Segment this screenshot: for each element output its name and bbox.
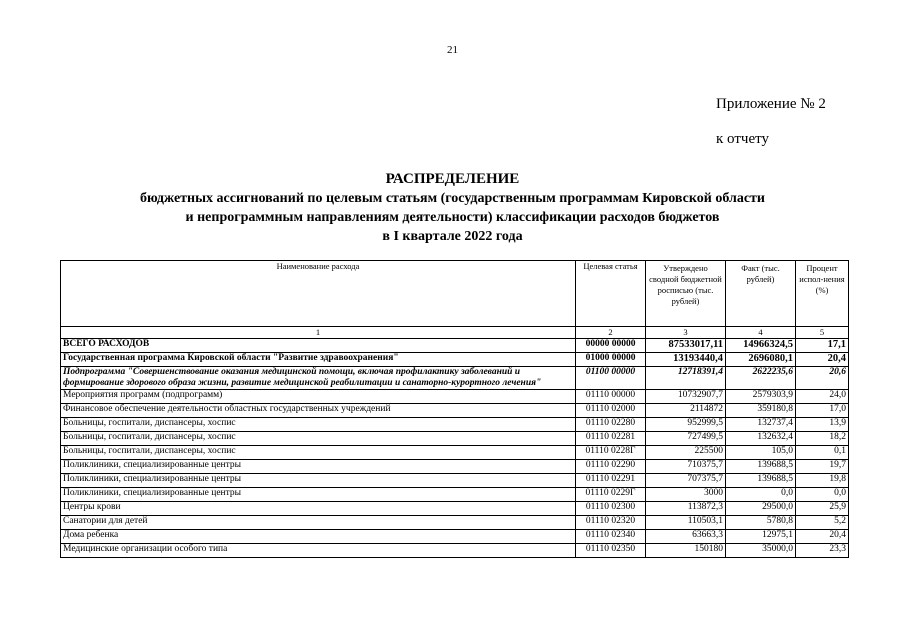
row-approved: 225500	[646, 446, 726, 460]
row-code: 00000 00000	[576, 339, 646, 353]
budget-table	[60, 260, 849, 558]
header-name: Наименование расхода	[61, 261, 576, 327]
row-actual: 139688,5	[726, 460, 796, 474]
row-name: Государственная программа Кировской области "Развитие здравоохранения"	[61, 353, 576, 367]
row-code: 01110 02280	[576, 418, 646, 432]
row-actual: 5780,8	[726, 516, 796, 530]
table-row	[61, 530, 849, 544]
row-code: 01110 02281	[576, 432, 646, 446]
row-name: Медицинские организации особого типа	[61, 544, 576, 558]
row-approved: 710375,7	[646, 460, 726, 474]
row-approved: 150180	[646, 544, 726, 558]
row-name: Санатории для детей	[61, 516, 576, 530]
row-name: Поликлиники, специализированные центры	[61, 474, 576, 488]
row-percent: 20,6	[796, 367, 849, 390]
row-percent: 25,9	[796, 502, 849, 516]
column-number: 3	[646, 327, 726, 339]
row-code: 01110 02290	[576, 460, 646, 474]
document-title	[0, 170, 905, 246]
row-code: 01100 00000	[576, 367, 646, 390]
row-actual: 105,0	[726, 446, 796, 460]
title-main: РАСПРЕДЕЛЕНИЕ	[385, 171, 520, 187]
row-name: Поликлиники, специализированные центры	[61, 488, 576, 502]
row-code: 01110 0229Г	[576, 488, 646, 502]
column-numbers-row	[61, 327, 849, 339]
table-row	[61, 404, 849, 418]
row-approved: 727499,5	[646, 432, 726, 446]
row-approved: 952999,5	[646, 418, 726, 432]
row-percent: 0,1	[796, 446, 849, 460]
table-row	[61, 516, 849, 530]
page-number: 21	[447, 44, 458, 56]
table-row	[61, 460, 849, 474]
row-actual: 2622235,6	[726, 367, 796, 390]
row-code: 01110 02320	[576, 516, 646, 530]
column-number: 4	[726, 327, 796, 339]
row-approved: 2114872	[646, 404, 726, 418]
row-approved: 63663,3	[646, 530, 726, 544]
row-code: 01110 02350	[576, 544, 646, 558]
row-percent: 23,3	[796, 544, 849, 558]
row-code: 01110 02291	[576, 474, 646, 488]
table-body	[61, 339, 849, 558]
row-code: 01000 00000	[576, 353, 646, 367]
row-name: Больницы, госпитали, диспансеры, хоспис	[61, 446, 576, 460]
row-name: Мероприятия программ (подпрограмм)	[61, 390, 576, 404]
table-row	[61, 367, 849, 390]
row-actual: 35000,0	[726, 544, 796, 558]
row-percent: 20,4	[796, 353, 849, 367]
row-percent: 5,2	[796, 516, 849, 530]
column-number: 1	[61, 327, 576, 339]
row-percent: 19,7	[796, 460, 849, 474]
row-name: Больницы, госпитали, диспансеры, хоспис	[61, 432, 576, 446]
header-code: Целевая статья	[576, 261, 646, 327]
row-approved: 113872,3	[646, 502, 726, 516]
row-approved: 13193440,4	[646, 353, 726, 367]
header-percent: Процент испол-нения (%)	[796, 261, 849, 327]
row-actual: 0,0	[726, 488, 796, 502]
table-row	[61, 474, 849, 488]
appendix-label: Приложение № 2	[716, 96, 826, 112]
row-actual: 132632,4	[726, 432, 796, 446]
appendix-sub: к отчету	[716, 131, 769, 147]
header-actual: Факт (тыс. рублей)	[726, 261, 796, 327]
row-approved: 707375,7	[646, 474, 726, 488]
row-percent: 17,1	[796, 339, 849, 353]
header-approved: Утверждено сводной бюджетной росписью (тыс. рублей)	[646, 261, 726, 327]
row-name: Подпрограмма "Совершенствование оказания медицинской помощи, включая профилактику заболеваний и формирование здорового образа жизни, развитие медицинской реабилитации и санаторно-курортного лечения"	[61, 367, 576, 390]
row-percent: 20,4	[796, 530, 849, 544]
row-name: Больницы, госпитали, диспансеры, хоспис	[61, 418, 576, 432]
title-line-1: бюджетных ассигнований по целевым статьям (государственным программам Кировской области	[140, 191, 765, 206]
row-name: ВСЕГО РАСХОДОВ	[61, 339, 576, 353]
table-row	[61, 353, 849, 367]
row-actual: 132737,4	[726, 418, 796, 432]
table-row	[61, 432, 849, 446]
row-actual: 14966324,5	[726, 339, 796, 353]
title-line-3: в I квартале 2022 года	[382, 229, 523, 244]
row-code: 01110 00000	[576, 390, 646, 404]
title-line-2: и непрограммным направлениям деятельности) классификации расходов бюджетов	[185, 210, 720, 225]
row-actual: 2696080,1	[726, 353, 796, 367]
row-percent: 17,0	[796, 404, 849, 418]
table-row	[61, 418, 849, 432]
row-actual: 139688,5	[726, 474, 796, 488]
row-percent: 13,9	[796, 418, 849, 432]
row-approved: 3000	[646, 488, 726, 502]
column-number: 5	[796, 327, 849, 339]
row-percent: 19,8	[796, 474, 849, 488]
row-actual: 12975,1	[726, 530, 796, 544]
table-row	[61, 544, 849, 558]
row-approved: 12718391,4	[646, 367, 726, 390]
column-number: 2	[576, 327, 646, 339]
row-code: 01110 02300	[576, 502, 646, 516]
row-code: 01110 02000	[576, 404, 646, 418]
table-row	[61, 502, 849, 516]
row-approved: 87533017,11	[646, 339, 726, 353]
table-row	[61, 488, 849, 502]
row-percent: 18,2	[796, 432, 849, 446]
row-code: 01110 0228Г	[576, 446, 646, 460]
table-row	[61, 390, 849, 404]
row-actual: 359180,8	[726, 404, 796, 418]
row-code: 01110 02340	[576, 530, 646, 544]
row-actual: 2579303,9	[726, 390, 796, 404]
row-approved: 10732907,7	[646, 390, 726, 404]
row-approved: 110503,1	[646, 516, 726, 530]
row-name: Финансовое обеспечение деятельности областных государственных учреждений	[61, 404, 576, 418]
table-row	[61, 339, 849, 353]
row-percent: 0,0	[796, 488, 849, 502]
table-row	[61, 446, 849, 460]
row-percent: 24,0	[796, 390, 849, 404]
row-actual: 29500,0	[726, 502, 796, 516]
row-name: Поликлиники, специализированные центры	[61, 460, 576, 474]
table-header-row	[61, 261, 849, 327]
row-name: Дома ребенка	[61, 530, 576, 544]
row-name: Центры крови	[61, 502, 576, 516]
